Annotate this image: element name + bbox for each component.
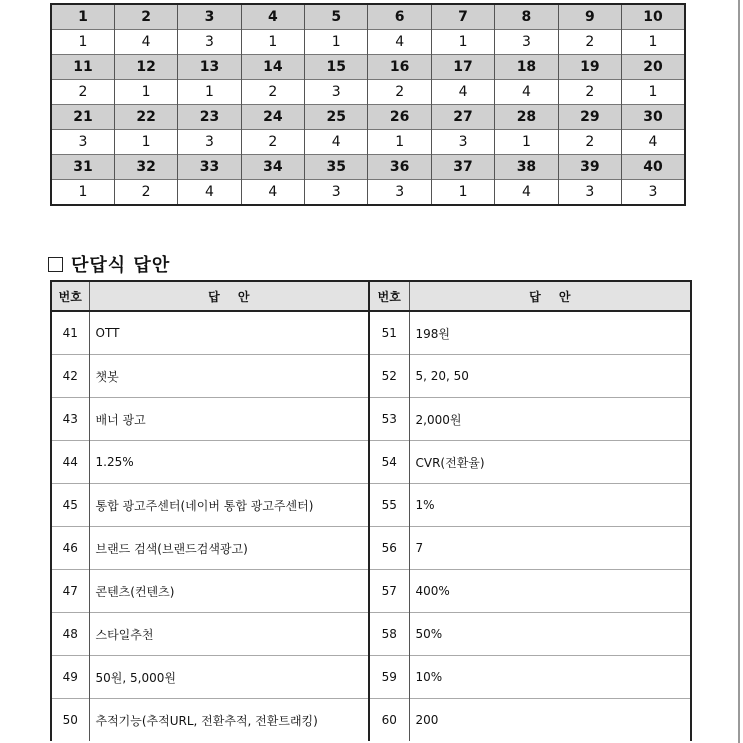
answer-cell: 1 — [622, 80, 685, 105]
left-answer-text: 브랜드 검색(브랜드검색광고) — [89, 527, 369, 570]
question-number-cell: 17 — [431, 55, 494, 80]
question-number-cell: 21 — [51, 105, 114, 130]
question-number-cell: 35 — [305, 155, 368, 180]
right-answer-text: 10% — [409, 656, 691, 699]
answer-cell: 3 — [305, 80, 368, 105]
question-number-cell: 33 — [178, 155, 241, 180]
answer-cell: 4 — [178, 180, 241, 206]
right-answer-text: 5, 20, 50 — [409, 355, 691, 398]
short-answer-row — [51, 527, 691, 570]
right-answer-text: 400% — [409, 570, 691, 613]
answer-cell: 2 — [558, 80, 621, 105]
answer-cell: 1 — [622, 30, 685, 55]
short-answer-row — [51, 699, 691, 742]
checkbox-square-icon — [48, 257, 63, 272]
question-number-cell: 28 — [495, 105, 558, 130]
left-question-number: 44 — [51, 441, 89, 484]
short-answer-row — [51, 441, 691, 484]
right-question-number: 52 — [369, 355, 409, 398]
answer-cell: 2 — [241, 130, 304, 155]
answer-cell: 4 — [114, 30, 177, 55]
question-number-cell: 14 — [241, 55, 304, 80]
question-number-cell: 24 — [241, 105, 304, 130]
right-answer-text: CVR(전환율) — [409, 441, 691, 484]
left-question-number: 47 — [51, 570, 89, 613]
answer-cell: 3 — [368, 180, 431, 206]
question-number-cell: 39 — [558, 155, 621, 180]
answer-cell: 2 — [51, 80, 114, 105]
answer-row — [51, 180, 685, 206]
answer-cell: 2 — [558, 30, 621, 55]
question-number-cell: 2 — [114, 4, 177, 30]
answer-cell: 1 — [51, 180, 114, 206]
question-number-cell: 34 — [241, 155, 304, 180]
answer-cell: 4 — [431, 80, 494, 105]
question-number-cell: 29 — [558, 105, 621, 130]
answer-cell: 3 — [495, 30, 558, 55]
right-answer-text: 50% — [409, 613, 691, 656]
left-answer-text: 콘텐츠(컨텐츠) — [89, 570, 369, 613]
question-number-cell: 26 — [368, 105, 431, 130]
question-number-cell: 23 — [178, 105, 241, 130]
answer-cell: 1 — [305, 30, 368, 55]
answer-cell: 4 — [622, 130, 685, 155]
left-question-number: 45 — [51, 484, 89, 527]
answer-cell: 1 — [431, 30, 494, 55]
short-answer-row — [51, 656, 691, 699]
answer-cell: 3 — [178, 130, 241, 155]
question-number-cell: 19 — [558, 55, 621, 80]
question-number-cell: 11 — [51, 55, 114, 80]
answer-cell: 3 — [305, 180, 368, 206]
question-number-cell: 7 — [431, 4, 494, 30]
right-answer-text: 200 — [409, 699, 691, 742]
short-answer-row — [51, 355, 691, 398]
question-number-cell: 13 — [178, 55, 241, 80]
right-question-number: 54 — [369, 441, 409, 484]
short-answer-header-row — [51, 281, 691, 311]
question-number-cell: 25 — [305, 105, 368, 130]
right-question-number: 59 — [369, 656, 409, 699]
question-number-cell: 38 — [495, 155, 558, 180]
left-question-number: 50 — [51, 699, 89, 742]
right-answer-text: 7 — [409, 527, 691, 570]
left-answer-text: OTT — [89, 311, 369, 355]
header-number-left: 번호 — [51, 281, 89, 311]
right-answer-text: 2,000원 — [409, 398, 691, 441]
question-number-cell: 30 — [622, 105, 685, 130]
answer-cell: 4 — [305, 130, 368, 155]
answer-cell: 4 — [495, 180, 558, 206]
answer-row — [51, 80, 685, 105]
multiple-choice-answer-table — [50, 3, 686, 206]
right-question-number: 55 — [369, 484, 409, 527]
question-number-cell: 18 — [495, 55, 558, 80]
question-number-cell: 8 — [495, 4, 558, 30]
question-number-cell: 9 — [558, 4, 621, 30]
right-question-number: 51 — [369, 311, 409, 355]
short-answer-row — [51, 484, 691, 527]
header-answer-left: 답 안 — [89, 281, 369, 311]
answer-cell: 2 — [558, 130, 621, 155]
answer-cell: 1 — [368, 130, 431, 155]
answer-cell: 3 — [431, 130, 494, 155]
answer-cell: 2 — [241, 80, 304, 105]
section-title-text: 단답식 답안 — [71, 255, 171, 276]
right-question-number: 53 — [369, 398, 409, 441]
answer-cell: 1 — [114, 130, 177, 155]
question-number-cell: 4 — [241, 4, 304, 30]
question-number-cell: 37 — [431, 155, 494, 180]
answer-row — [51, 130, 685, 155]
question-number-cell: 16 — [368, 55, 431, 80]
answer-cell: 3 — [51, 130, 114, 155]
left-question-number: 49 — [51, 656, 89, 699]
answer-cell: 1 — [495, 130, 558, 155]
left-answer-text: 배너 광고 — [89, 398, 369, 441]
answer-cell: 1 — [114, 80, 177, 105]
answer-cell: 1 — [431, 180, 494, 206]
left-question-number: 46 — [51, 527, 89, 570]
left-answer-text: 통합 광고주센터(네이버 통합 광고주센터) — [89, 484, 369, 527]
answer-cell: 4 — [495, 80, 558, 105]
short-answer-row — [51, 570, 691, 613]
left-answer-text: 1.25% — [89, 441, 369, 484]
question-number-row — [51, 4, 685, 30]
question-number-row — [51, 105, 685, 130]
answer-cell: 4 — [368, 30, 431, 55]
question-number-cell: 36 — [368, 155, 431, 180]
answer-cell: 2 — [368, 80, 431, 105]
answer-cell: 4 — [241, 180, 304, 206]
question-number-cell: 32 — [114, 155, 177, 180]
left-answer-text: 스타일추천 — [89, 613, 369, 656]
short-answer-row — [51, 613, 691, 656]
answer-cell: 1 — [178, 80, 241, 105]
answer-cell: 3 — [558, 180, 621, 206]
answer-cell: 3 — [622, 180, 685, 206]
question-number-cell: 3 — [178, 4, 241, 30]
question-number-cell: 12 — [114, 55, 177, 80]
answer-cell: 1 — [241, 30, 304, 55]
header-answer-right: 답 안 — [409, 281, 691, 311]
question-number-row — [51, 55, 685, 80]
left-question-number: 43 — [51, 398, 89, 441]
question-number-cell: 15 — [305, 55, 368, 80]
right-question-number: 60 — [369, 699, 409, 742]
question-number-cell: 40 — [622, 155, 685, 180]
left-answer-text: 50원, 5,000원 — [89, 656, 369, 699]
question-number-cell: 31 — [51, 155, 114, 180]
left-question-number: 41 — [51, 311, 89, 355]
right-question-number: 56 — [369, 527, 409, 570]
short-answer-row — [51, 398, 691, 441]
left-question-number: 42 — [51, 355, 89, 398]
right-question-number: 58 — [369, 613, 409, 656]
right-answer-text: 198원 — [409, 311, 691, 355]
page-edge-rule — [738, 0, 740, 743]
question-number-cell: 20 — [622, 55, 685, 80]
left-answer-text: 추적기능(추적URL, 전환추적, 전환트래킹) — [89, 699, 369, 742]
question-number-cell: 10 — [622, 4, 685, 30]
question-number-cell: 6 — [368, 4, 431, 30]
question-number-cell: 27 — [431, 105, 494, 130]
answer-cell: 1 — [51, 30, 114, 55]
question-number-cell: 22 — [114, 105, 177, 130]
question-number-cell: 1 — [51, 4, 114, 30]
answer-cell: 3 — [178, 30, 241, 55]
left-answer-text: 챗봇 — [89, 355, 369, 398]
left-question-number: 48 — [51, 613, 89, 656]
answer-cell: 2 — [114, 180, 177, 206]
question-number-cell: 5 — [305, 4, 368, 30]
short-answer-table — [50, 280, 692, 741]
header-number-right: 번호 — [369, 281, 409, 311]
right-answer-text: 1% — [409, 484, 691, 527]
question-number-row — [51, 155, 685, 180]
right-question-number: 57 — [369, 570, 409, 613]
short-answer-row — [51, 311, 691, 355]
answer-row — [51, 30, 685, 55]
short-answer-section-title — [48, 251, 170, 277]
